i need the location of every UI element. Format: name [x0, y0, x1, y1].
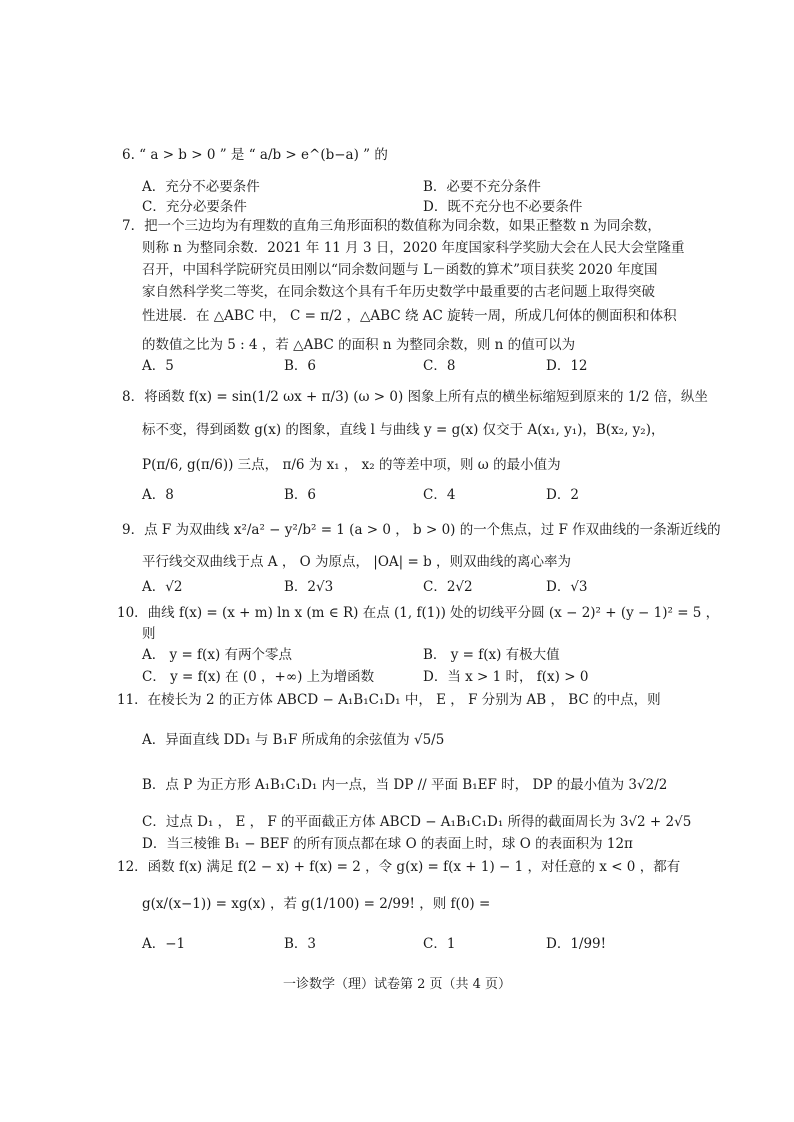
q6-stem: 6. “ a > b > 0 ” 是 “ a/b > e^(b−a) ” 的: [122, 147, 388, 163]
q8-option-a: A．8: [142, 487, 174, 503]
q9-option-c: C．2√2: [423, 579, 473, 595]
q9-option-d: D．√3: [546, 579, 588, 595]
q9-line-1: 9．点 F 为双曲线 x²/a² − y²/b² = 1 (a > 0 ， b > 0) 的一个焦点，过 F 作双曲线的一条渐近线的: [122, 522, 721, 538]
q6-option-a: A．充分不必要条件: [142, 179, 260, 195]
q7-line-1: 7．把一个三边均为有理数的直角三角形面积的数值称为同余数，如果正整数 n 为同余数，: [122, 218, 661, 234]
q10-line-1: 10．曲线 f(x) = (x + m) ln x (m ∈ R) 在点 (1, f(1)) 处的切线平分圆 (x − 2)² + (y − 1)² = 5 ，: [117, 605, 720, 621]
q7-line-4: 家自然科学奖二等奖，在同余数这个具有千年历史数学中最重要的古老问题上取得突破: [142, 284, 655, 300]
q7-option-c: C．8: [423, 358, 456, 374]
q12-option-d: D．1/99!: [546, 936, 607, 952]
q7-line-2: 则称 n 为整同余数．2021 年 11 月 3 日，2020 年度国家科学奖励大会在人民大会堂隆重: [142, 240, 685, 256]
q8-option-b: B．6: [284, 487, 317, 503]
q6-option-b: B．必要不充分条件: [423, 179, 541, 195]
q7-line-6: 的数值之比为 5 : 4 ，若 △ABC 的面积 n 为整同余数，则 n 的值可以为: [142, 337, 576, 353]
q12-option-b: B．3: [284, 936, 317, 952]
q9-option-b: B．2√3: [284, 579, 334, 595]
q8-line-1: 8．将函数 f(x) = sin(1/2 ωx + π/3) (ω > 0) 图象上所有点的横坐标缩短到原来的 1/2 倍，纵坐: [122, 389, 708, 405]
q7-option-d: D．12: [546, 358, 588, 374]
q10-line-2: 则: [142, 626, 156, 642]
q6-option-c: C．充分必要条件: [142, 199, 247, 215]
q11-option-b: B．点 P 为正方形 A₁B₁C₁D₁ 内一点，当 DP // 平面 B₁EF 时， DP 的最小值为 3√2/2: [142, 777, 668, 793]
q7-option-a: A．5: [142, 358, 174, 374]
q6-option-d: D．既不充分也不必要条件: [423, 199, 583, 215]
q12-line-1: 12．函数 f(x) 满足 f(2 − x) + f(x) = 2 ，令 g(x) = f(x + 1) − 1 ，对任意的 x < 0 ，都有: [117, 859, 681, 875]
q7-line-3: 召开，中国科学院研究员田刚以“同余数问题与 L－函数的算术”项目获奖 2020 年度国: [142, 262, 658, 278]
q10-option-a: A． y = f(x) 有两个零点: [142, 647, 292, 663]
q11-option-d: D．当三棱锥 B₁ − BEF 的所有顶点都在球 O 的表面上时，球 O 的表面积为 12π: [142, 836, 633, 852]
q10-option-c: C． y = f(x) 在 (0 ，+∞) 上为增函数: [142, 669, 375, 685]
q8-line-2: 标不变，得到函数 g(x) 的图象，直线 l 与曲线 y = g(x) 仅交于 A(x₁, y₁)，B(x₂, y₂)，: [142, 422, 665, 438]
q11-line-1: 11．在棱长为 2 的正方体 ABCD − A₁B₁C₁D₁ 中， E ， F 分别为 AB ， BC 的中点，则: [117, 692, 661, 708]
q12-option-c: C．1: [423, 936, 456, 952]
q12-option-a: A．−1: [142, 936, 186, 952]
q10-option-b: B． y = f(x) 有极大值: [423, 647, 560, 663]
q7-option-b: B．6: [284, 358, 317, 374]
q11-option-a: A．异面直线 DD₁ 与 B₁F 所成角的余弦值为 √5/5: [142, 732, 445, 748]
q9-line-2: 平行线交双曲线于点 A ， O 为原点， |OA| = b ，则双曲线的离心率为: [142, 554, 572, 570]
q10-option-d: D．当 x > 1 时， f(x) > 0: [423, 669, 589, 685]
q8-option-c: C．4: [423, 487, 456, 503]
q9-option-a: A．√2: [142, 579, 183, 595]
q7-line-5: 性进展．在 △ABC 中， C = π/2 ，△ABC 绕 AC 旋转一周，所成几何体的侧面积和体积: [142, 308, 677, 324]
q12-line-2: g(x/(x−1)) = xg(x) ，若 g(1/100) = 2/99! ，则 f(0) =: [142, 896, 491, 912]
q8-option-d: D．2: [546, 487, 579, 503]
page-footer: 一诊数学（理）试卷第 2 页（共 4 页）: [282, 977, 512, 992]
q8-line-3: P(π/6, g(π/6)) 三点， π/6 为 x₁ ， x₂ 的等差中项，则 ω 的最小值为: [142, 457, 561, 473]
q11-option-c: C．过点 D₁ ， E ， F 的平面截正方体 ABCD − A₁B₁C₁D₁ 所得的截面周长为 3√2 + 2√5: [142, 814, 692, 830]
